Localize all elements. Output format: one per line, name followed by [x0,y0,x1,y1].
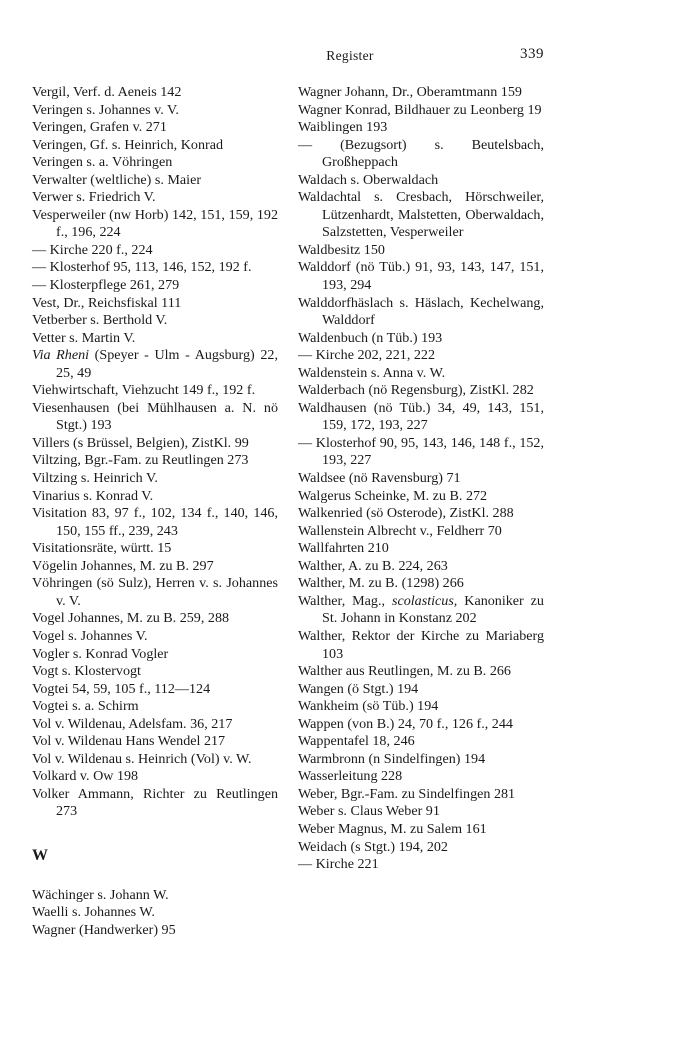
entry-text: Villers (s Brüssel, Belgien), ZistKl. 99 [32,434,249,451]
entry-text: Weber, Bgr.-Fam. zu Sindelfingen 281 [298,785,516,802]
index-entry [32,488,278,506]
index-entry [298,84,544,102]
index-entry [32,452,278,470]
index-entry [32,733,278,751]
index-entry [32,751,278,769]
index-entry [298,488,544,506]
entry-text: Visitation 83, 97 f., 102, 134 f., 140, 146, 150, 155 ff., 239, 243 [32,505,278,539]
index-entry [32,330,278,348]
entry-text: Viltzing, Bgr.-Fam. zu Reutlingen 273 [32,452,249,469]
entry-text: Walther, Rektor der Kirche zu Mariaberg 103 [298,627,544,662]
index-entry [298,716,544,734]
index-entry [298,751,544,769]
entry-text: Walddorf (nö Tüb.) 91, 93, 143, 147, 151, 193, 294 [298,259,544,294]
entry-text: Weber s. Claus Weber 91 [298,803,440,820]
entry-text: Vögelin Johannes, M. zu B. 297 [32,557,214,574]
index-entry [298,189,544,242]
page-number: 339 [520,46,544,62]
entry-text: Wallfahrten 210 [298,540,389,557]
entry-text: Visitationsräte, württ. 15 [32,540,172,557]
entry-italic-text: Via Rheni [32,347,90,364]
entry-text: Wangen (ö Stgt.) 194 [298,680,419,697]
entry-text: Waldsee (nö Ravensburg) 71 [298,470,461,487]
entry-text: Volkard v. Ow 198 [32,768,139,785]
entry-text: Viesenhausen (bei Mühlhausen a. N. nö Stgt.) 193 [32,399,278,434]
entry-text: — Klosterhof 90, 95, 143, 146, 148 f., 152, 193, 227 [298,434,544,469]
entry-text: Vogler s. Konrad Vogler [32,645,169,662]
entry-text: Verwalter (weltliche) s. Maier [32,171,202,188]
entry-text: Vetberber s. Berthold V. [32,312,168,329]
index-entry [298,330,544,348]
index-entry [298,102,544,120]
entry-text: Walddorfhäslach s. Häslach, Kechelwang, Walddorf [298,294,544,329]
index-entry [298,540,544,558]
entry-text: Veringen s. a. Vöhringen [32,154,173,171]
index-entry [32,646,278,664]
index-entry [298,628,544,663]
index-entry [32,347,278,382]
entry-text: Walther, M. zu B. (1298) 266 [298,575,464,592]
section-letter-w: W [32,846,48,864]
entry-text: Walther aus Reutlingen, M. zu B. 266 [298,663,511,680]
index-entry [298,400,544,435]
index-entry [298,558,544,576]
entry-text: Walgerus Scheinke, M. zu B. 272 [298,487,488,504]
index-entry [32,887,278,905]
entry-text: Wallenstein Albrecht v., Feldherr 70 [298,522,502,539]
entry-text: Veringen, Gf. s. Heinrich, Konrad [32,136,223,153]
entry-text: — Klosterpflege 261, 279 [32,277,180,294]
entry-text: Wasserleitung 228 [298,768,403,785]
entry-text: Waiblingen 193 [298,119,388,136]
index-entry [32,663,278,681]
index-entry [298,593,544,628]
entry-italic-text: scolasticus, [391,592,458,609]
index-entry [298,505,544,523]
index-entry [32,575,278,610]
index-entry [32,610,278,628]
left-column [32,84,278,939]
entry-text: — Kirche 220 f., 224 [32,241,153,258]
entry-text: Vetter s. Martin V. [32,329,136,346]
index-entry [32,558,278,576]
entry-text: Wagner (Handwerker) 95 [32,921,176,938]
entry-text: Walderbach (nö Regensburg), ZistKl. 282 [298,382,534,399]
entry-text: Veringen, Grafen v. 271 [32,119,167,136]
index-entry [298,242,544,260]
entry-text: Wagner Johann, Dr., Oberamtmann 159 [298,84,522,100]
index-entry [298,119,544,137]
index-entry [32,277,278,295]
entry-text: Waldach s. Oberwaldach [298,171,439,188]
index-entry [298,172,544,190]
entry-text: Viltzing s. Heinrich V. [32,470,158,487]
index-entry [298,365,544,383]
index-entry [32,435,278,453]
index-entry [298,295,544,330]
entry-text: Wappen (von B.) 24, 70 f., 126 f., 244 [298,715,513,732]
index-entries-w-continued [298,84,544,874]
entry-text: Waldenbuch (n Tüb.) 193 [298,329,443,346]
index-entry [298,663,544,681]
entry-text: Waelli s. Johannes W. [32,904,155,921]
index-entry [32,505,278,540]
entry-text: — (Bezugsort) s. Beutelsbach, Großheppach [298,136,544,171]
index-entry [32,698,278,716]
index-entry [298,786,544,804]
entry-text: Verwer s. Friedrich V. [32,189,156,206]
entry-text: Waldhausen (nö Tüb.) 34, 49, 143, 151, 159, 172, 193, 227 [298,399,544,434]
entry-text: Wappentafel 18, 246 [298,733,415,750]
index-entry [32,786,278,821]
index-entry [298,523,544,541]
entry-text: Vergil, Verf. d. Aeneis 142 [32,84,182,100]
entry-text: — Klosterhof 95, 113, 146, 152, 192 f. [32,259,252,276]
entry-text: Waldachtal s. Cresbach, Hörschweiler, Lützenhardt, Malstetten, Oberwaldach, Salzstetten, Vesperweiler [298,189,544,241]
index-entry [32,716,278,734]
index-entry [298,768,544,786]
index-entry [32,119,278,137]
entry-text: (Speyer - Ulm - Augsburg) 22, 25, 49 [56,347,278,381]
index-entry [32,922,278,940]
index-entry [32,628,278,646]
entry-text-before: Walther, Mag., [298,592,392,609]
entry-text: Vol v. Wildenau Hans Wendel 217 [32,733,226,750]
index-entry [298,347,544,365]
index-entry [32,84,278,102]
index-entries-v [32,84,278,821]
index-entry [298,856,544,874]
index-entry [32,768,278,786]
entry-text: Vogel Johannes, M. zu B. 259, 288 [32,610,230,627]
entry-text: Vogtei s. a. Schirm [32,698,139,715]
index-entry [32,137,278,155]
entry-text: Vol v. Wildenau s. Heinrich (Vol) v. W. [32,750,252,767]
entry-text: Kanoniker zu St. Johann in Konstanz 202 [322,592,544,627]
index-entry [298,470,544,488]
index-entry [32,400,278,435]
index-entry [298,681,544,699]
entry-text: — Kirche 202, 221, 222 [298,347,436,364]
entry-text: Warmbronn (n Sindelfingen) 194 [298,750,486,767]
index-entry [298,839,544,857]
entry-text: — Kirche 221 [298,856,379,873]
index-entries-w [32,887,278,940]
index-entry [298,382,544,400]
entry-text: Wagner Konrad, Bildhauer zu Leonberg 19 [298,101,542,118]
entry-text: Waldbesitz 150 [298,241,385,258]
index-entry [32,681,278,699]
entry-text: Walther, A. zu B. 224, 263 [298,557,448,574]
index-entry [298,259,544,294]
entry-text: Weidach (s Stgt.) 194, 202 [298,838,448,855]
index-entry [298,803,544,821]
entry-text: Vinarius s. Konrad V. [32,487,154,504]
entry-text: Vesperweiler (nw Horb) 142, 151, 159, 192 f., 196, 224 [32,206,278,241]
entry-text: Vogtei 54, 59, 105 f., 112—124 [32,680,211,697]
entry-text: Vöhringen (sö Sulz), Herren v. s. Johannes v. V. [32,575,278,609]
index-entry [32,904,278,922]
index-entry [32,540,278,558]
index-entry [298,821,544,839]
entry-text: Viehwirtschaft, Viehzucht 149 f., 192 f. [32,382,256,399]
entry-text: Waldenstein s. Anna v. W. [298,364,446,381]
index-entry [32,172,278,190]
index-entry [32,154,278,172]
index-entry [298,137,544,172]
index-entry [32,189,278,207]
index-entry [298,575,544,593]
index-entry [298,698,544,716]
entry-text: Walkenried (sö Osterode), ZistKl. 288 [298,505,514,522]
index-entry [32,470,278,488]
entry-text: Vogel s. Johannes V. [32,627,148,644]
index-entry [298,733,544,751]
index-entry [32,242,278,260]
index-entry [298,435,544,470]
entry-text: Volker Ammann, Richter zu Reutlingen 273 [32,785,278,820]
index-entry [32,259,278,277]
entry-text: Wankheim (sö Tüb.) 194 [298,698,439,715]
entry-text: Wächinger s. Johann W. [32,886,169,903]
entry-text: Veringen s. Johannes v. V. [32,101,179,118]
entry-text: Weber Magnus, M. zu Salem 161 [298,820,487,837]
running-head: Register [326,48,374,63]
entry-text: Vogt s. Klostervogt [32,663,141,680]
right-column [298,84,544,874]
index-entry [32,295,278,313]
entry-text: Vol v. Wildenau, Adelsfam. 36, 217 [32,715,233,732]
index-entry [32,207,278,242]
index-entry [32,382,278,400]
index-entry [32,312,278,330]
index-entry [32,102,278,120]
entry-text: Vest, Dr., Reichsfiskal 111 [32,294,182,311]
